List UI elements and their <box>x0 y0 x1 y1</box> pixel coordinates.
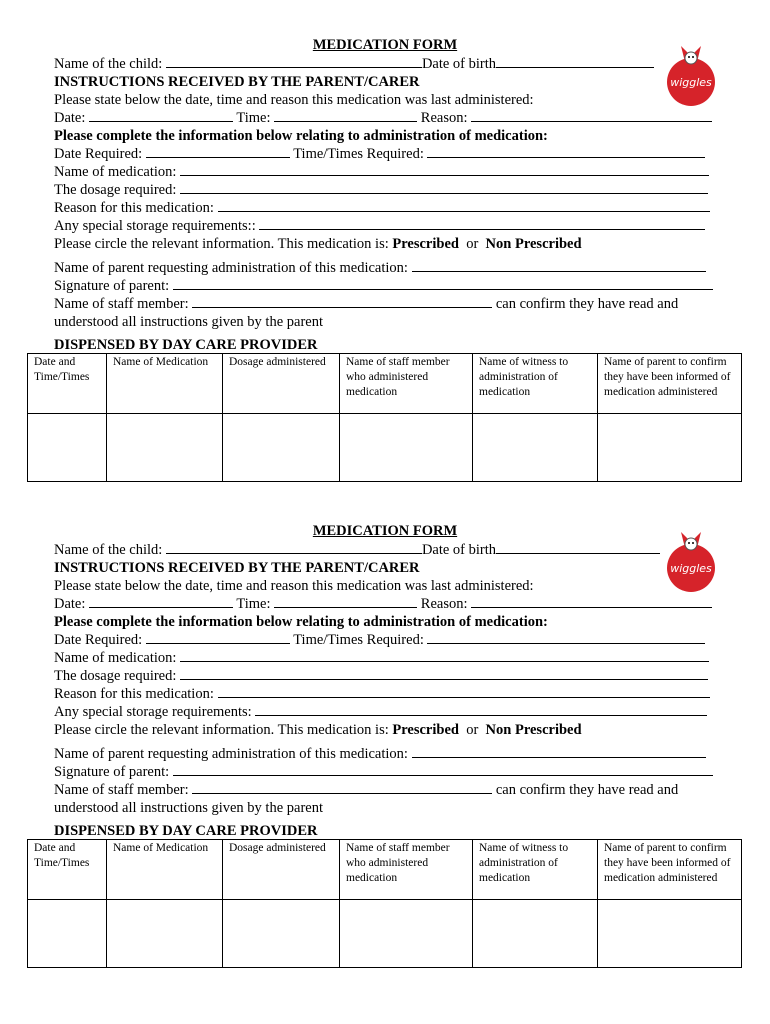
table-row <box>28 900 742 968</box>
dob-field[interactable] <box>496 541 660 554</box>
dob-field[interactable] <box>496 55 654 68</box>
signature-field[interactable] <box>173 763 713 776</box>
reason-med-line: Reason for this medication: <box>54 685 710 703</box>
prescribed-option[interactable]: Prescribed <box>392 722 459 738</box>
col-header-dosage: Dosage administered <box>223 354 340 414</box>
table-cell[interactable] <box>473 414 598 482</box>
understood-text: understood all instructions given by the parent <box>54 800 324 816</box>
instructions-heading: INSTRUCTIONS RECEIVED BY THE PARENT/CARER <box>54 74 420 90</box>
date-required-field[interactable] <box>146 631 290 644</box>
storage-field[interactable] <box>259 217 705 230</box>
table-cell[interactable] <box>340 414 473 482</box>
dosage-line: The dosage required: <box>54 667 708 685</box>
reason-med-field[interactable] <box>218 199 710 212</box>
parent-request-line: Name of parent requesting administration of this medication: <box>54 745 706 763</box>
table-cell[interactable] <box>28 414 107 482</box>
signature-line: Signature of parent: <box>54 763 713 781</box>
date-required-field[interactable] <box>146 145 290 158</box>
table-cell[interactable] <box>598 414 742 482</box>
last-time-field[interactable] <box>274 595 417 608</box>
child-name-line: Name of the child: Date of birth <box>54 541 660 559</box>
non-prescribed-option[interactable]: Non Prescribed <box>485 236 582 252</box>
table-header-row <box>28 354 742 414</box>
wiggles-logo <box>664 526 724 596</box>
times-required-field[interactable] <box>427 631 705 644</box>
parent-request-field[interactable] <box>412 259 706 272</box>
col-header-date-time: Date and Time/Times <box>28 840 107 900</box>
signature-field[interactable] <box>173 277 713 290</box>
table-cell[interactable] <box>223 414 340 482</box>
table-cell[interactable] <box>340 900 473 968</box>
prescribed-line: Please circle the relevant information. This medication is: Prescribed or Non Prescribed <box>54 722 582 738</box>
medication-name-field[interactable] <box>180 163 709 176</box>
col-header-medication: Name of Medication <box>107 840 223 900</box>
parent-request-field[interactable] <box>412 745 706 758</box>
wiggles-logo <box>664 40 724 110</box>
last-admin-line: Date: Time: Reason: <box>54 109 712 127</box>
col-header-staff: Name of staff member who administered medication <box>340 840 473 900</box>
staff-line: Name of staff member: can confirm they have read and <box>54 782 679 798</box>
storage-field[interactable] <box>255 703 707 716</box>
medication-name-field[interactable] <box>180 649 709 662</box>
col-header-date-time: Date and Time/Times <box>28 354 107 414</box>
required-line: Date Required: Time/Times Required: <box>54 631 705 649</box>
last-admin-text: Please state below the date, time and reason this medication was last administered: <box>54 578 534 594</box>
dispensed-heading: DISPENSED BY DAY CARE PROVIDER <box>54 337 318 353</box>
table-cell[interactable] <box>107 414 223 482</box>
last-time-field[interactable] <box>274 109 417 122</box>
medication-form-2 <box>0 486 770 972</box>
reason-med-field[interactable] <box>218 685 710 698</box>
table-header-row <box>28 840 742 900</box>
times-required-field[interactable] <box>427 145 705 158</box>
last-reason-field[interactable] <box>471 595 712 608</box>
last-date-field[interactable] <box>89 109 233 122</box>
dosage-field[interactable] <box>180 667 708 680</box>
required-line: Date Required: Time/Times Required: <box>54 145 705 163</box>
signature-line: Signature of parent: <box>54 277 713 295</box>
child-name-field[interactable] <box>166 55 422 68</box>
medication-form-1 <box>0 0 770 486</box>
dosage-field[interactable] <box>180 181 708 194</box>
col-header-dosage: Dosage administered <box>223 840 340 900</box>
parent-request-line: Name of parent requesting administration of this medication: <box>54 259 706 277</box>
staff-field[interactable] <box>192 295 492 308</box>
last-admin-line: Date: Time: Reason: <box>54 595 712 613</box>
prescribed-line: Please circle the relevant information. This medication is: Prescribed or Non Prescribed <box>54 236 582 252</box>
last-admin-text: Please state below the date, time and reason this medication was last administered: <box>54 92 534 108</box>
medication-name-line: Name of medication: <box>54 649 709 667</box>
staff-line: Name of staff member: can confirm they have read and <box>54 296 679 312</box>
non-prescribed-option[interactable]: Non Prescribed <box>485 722 582 738</box>
dosage-line: The dosage required: <box>54 181 708 199</box>
col-header-witness: Name of witness to administration of medication <box>473 840 598 900</box>
svg-text:wiggles: wiggles <box>670 76 712 89</box>
dispensed-table <box>27 839 742 968</box>
col-header-parent: Name of parent to confirm they have been informed of medication administered <box>598 354 742 414</box>
reason-med-line: Reason for this medication: <box>54 199 710 217</box>
dispensed-heading: DISPENSED BY DAY CARE PROVIDER <box>54 823 318 839</box>
last-reason-field[interactable] <box>471 109 712 122</box>
col-header-staff: Name of staff member who administered medication <box>340 354 473 414</box>
child-name-field[interactable] <box>166 541 422 554</box>
table-cell[interactable] <box>598 900 742 968</box>
child-name-line: Name of the child: Date of birth <box>54 55 654 73</box>
col-header-parent: Name of parent to confirm they have been informed of medication administered <box>598 840 742 900</box>
col-header-witness: Name of witness to administration of medication <box>473 354 598 414</box>
instructions-heading: INSTRUCTIONS RECEIVED BY THE PARENT/CARER <box>54 560 420 576</box>
last-date-field[interactable] <box>89 595 233 608</box>
complete-heading: Please complete the information below relating to administration of medication: <box>54 128 548 144</box>
storage-line: Any special storage requirements: <box>54 703 707 721</box>
col-header-medication: Name of Medication <box>107 354 223 414</box>
table-cell[interactable] <box>107 900 223 968</box>
form-title: MEDICATION FORM <box>312 523 458 539</box>
form-title: MEDICATION FORM <box>312 37 458 53</box>
staff-field[interactable] <box>192 781 492 794</box>
table-row <box>28 414 742 482</box>
table-cell[interactable] <box>28 900 107 968</box>
storage-line: Any special storage requirements:: <box>54 217 705 235</box>
svg-text:wiggles: wiggles <box>670 562 712 575</box>
complete-heading: Please complete the information below relating to administration of medication: <box>54 614 548 630</box>
table-cell[interactable] <box>223 900 340 968</box>
prescribed-option[interactable]: Prescribed <box>392 236 459 252</box>
dispensed-table <box>27 353 742 482</box>
medication-name-line: Name of medication: <box>54 163 709 181</box>
understood-text: understood all instructions given by the parent <box>54 314 324 330</box>
table-cell[interactable] <box>473 900 598 968</box>
